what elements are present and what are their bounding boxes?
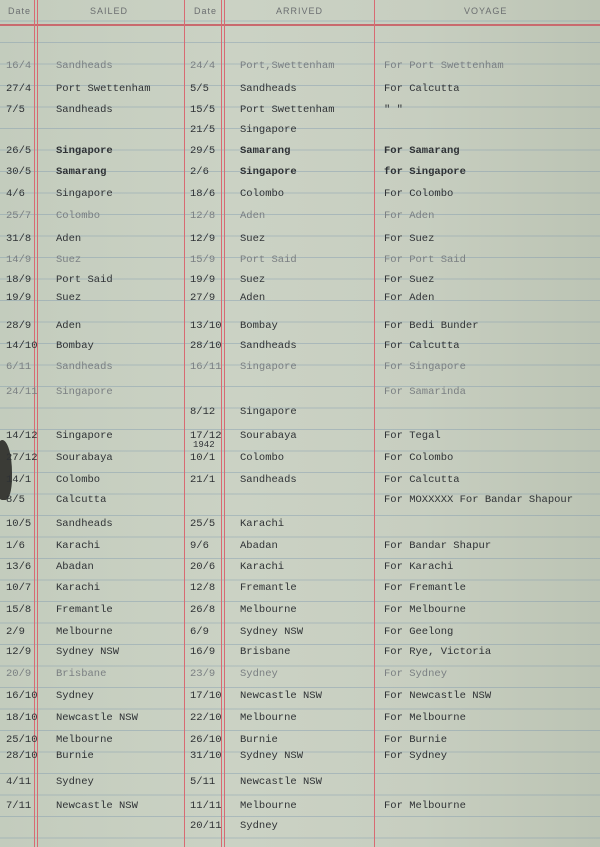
- arrived-port: Newcastle NSW: [240, 776, 322, 788]
- voyage-destination: For Aden: [384, 210, 435, 222]
- sailed-port: Calcutta: [56, 494, 107, 506]
- sailed-date: 26/5: [6, 145, 32, 157]
- sailed-date: 14/1: [6, 474, 32, 486]
- arrived-date: 17/12: [190, 430, 222, 442]
- column-rule: [184, 0, 185, 847]
- sailed-port: Sandheads: [56, 104, 113, 116]
- voyage-destination: For Calcutta: [384, 340, 460, 352]
- sailed-date: 10/7: [6, 582, 32, 594]
- header-date-sailed: Date: [8, 6, 32, 16]
- sailed-date: 25/10: [6, 734, 38, 746]
- voyage-destination: For Samarang: [384, 145, 460, 157]
- sailed-date: 31/8: [6, 233, 32, 245]
- voyage-destination: For Aden: [384, 292, 435, 304]
- sailed-date: 27/12: [6, 452, 38, 464]
- sailed-date: 14/9: [6, 254, 32, 266]
- arrived-date: 26/8: [190, 604, 216, 616]
- header-sailed: SAILED: [90, 6, 129, 16]
- voyage-destination: For Singapore: [384, 361, 466, 373]
- arrived-date: 17/10: [190, 690, 222, 702]
- voyage-destination: For Suez: [384, 274, 435, 286]
- arrived-port: Aden: [240, 210, 266, 222]
- sailed-date: 15/8: [6, 604, 32, 616]
- header-arrived: ARRIVED: [276, 6, 324, 16]
- arrived-date: 15/5: [190, 104, 216, 116]
- arrived-date: 29/5: [190, 145, 216, 157]
- year-note: 1942: [193, 440, 215, 450]
- sailed-date: 12/9: [6, 646, 32, 658]
- sailed-port: Bombay: [56, 340, 94, 352]
- arrived-date: 11/11: [190, 800, 222, 812]
- arrived-port: Colombo: [240, 452, 285, 464]
- voyage-destination: " ": [384, 104, 403, 116]
- arrived-date: 12/9: [190, 233, 216, 245]
- arrived-port: Fremantle: [240, 582, 297, 594]
- sailed-date: 18/9: [6, 274, 32, 286]
- arrived-port: Sydney NSW: [240, 750, 304, 762]
- sailed-date: 14/12: [6, 430, 38, 442]
- sailed-port: Sourabaya: [56, 452, 113, 464]
- arrived-date: 24/4: [190, 60, 216, 72]
- arrived-date: 23/9: [190, 668, 216, 680]
- sailed-port: Suez: [56, 292, 82, 304]
- arrived-port: Newcastle NSW: [240, 690, 322, 702]
- arrived-port: Port Swettenham: [240, 104, 335, 116]
- arrived-date: 18/6: [190, 188, 216, 200]
- arrived-port: Sydney: [240, 668, 278, 680]
- arrived-port: Melbourne: [240, 800, 297, 812]
- arrived-port: Sydney: [240, 820, 278, 832]
- arrived-date: 6/9: [190, 626, 209, 638]
- sailed-date: 18/10: [6, 712, 38, 724]
- arrived-date: 5/5: [190, 83, 209, 95]
- arrived-date: 8/12: [190, 406, 216, 418]
- voyage-destination: For Port Said: [384, 254, 466, 266]
- arrived-date: 26/10: [190, 734, 222, 746]
- arrived-date: 2/6: [190, 166, 209, 178]
- arrived-port: Brisbane: [240, 646, 291, 658]
- sailed-port: Sandheads: [56, 60, 113, 72]
- arrived-port: Sandheads: [240, 83, 297, 95]
- sailed-port: Suez: [56, 254, 82, 266]
- voyage-destination: For Bedi Bunder: [384, 320, 479, 332]
- arrived-date: 10/1: [190, 452, 216, 464]
- voyage-destination: For Fremantle: [384, 582, 466, 594]
- arrived-date: 22/10: [190, 712, 222, 724]
- arrived-port: Melbourne: [240, 604, 297, 616]
- sailed-port: Colombo: [56, 210, 101, 222]
- sailed-port: Port Swettenham: [56, 83, 151, 95]
- sailed-port: Sydney: [56, 690, 94, 702]
- sailed-date: 8/5: [6, 494, 25, 506]
- voyage-destination: For Rye, Victoria: [384, 646, 492, 658]
- column-rule: [224, 0, 225, 847]
- arrived-date: 20/6: [190, 561, 216, 573]
- voyage-destination: For Samarinda: [384, 386, 466, 398]
- voyage-destination: For Suez: [384, 233, 435, 245]
- arrived-port: Sandheads: [240, 340, 297, 352]
- sailed-port: Brisbane: [56, 668, 107, 680]
- arrived-port: Bombay: [240, 320, 278, 332]
- arrived-date: 27/9: [190, 292, 216, 304]
- sailed-date: 10/5: [6, 518, 32, 530]
- arrived-port: Burnie: [240, 734, 278, 746]
- sailed-date: 6/11: [6, 361, 32, 373]
- sailed-port: Abadan: [56, 561, 94, 573]
- sailed-port: Port Said: [56, 274, 113, 286]
- arrived-port: Singapore: [240, 166, 297, 178]
- arrived-port: Suez: [240, 274, 266, 286]
- voyage-destination: For Tegal: [384, 430, 441, 442]
- arrived-port: Samarang: [240, 145, 291, 157]
- header-voyage: VOYAGE: [464, 6, 508, 16]
- voyage-destination: For MOXXXXX For Bandar Shapour: [384, 494, 574, 506]
- header-date-arrived: Date: [194, 6, 218, 16]
- sailed-port: Sandheads: [56, 518, 113, 530]
- sailed-port: Aden: [56, 320, 82, 332]
- arrived-port: Melbourne: [240, 712, 297, 724]
- sailed-date: 14/10: [6, 340, 38, 352]
- voyage-destination: For Colombo: [384, 188, 454, 200]
- arrived-port: Karachi: [240, 518, 285, 530]
- voyage-destination: For Melbourne: [384, 604, 466, 616]
- arrived-date: 13/10: [190, 320, 222, 332]
- voyage-destination: For Geelong: [384, 626, 454, 638]
- arrived-port: Sydney NSW: [240, 626, 304, 638]
- arrived-port: Karachi: [240, 561, 285, 573]
- arrived-date: 5/11: [190, 776, 216, 788]
- arrived-port: Suez: [240, 233, 266, 245]
- voyage-destination: For Colombo: [384, 452, 454, 464]
- voyage-destination: For Calcutta: [384, 474, 460, 486]
- arrived-port: Singapore: [240, 124, 297, 136]
- sailed-port: Melbourne: [56, 734, 113, 746]
- sailed-date: 1/6: [6, 540, 25, 552]
- sailed-date: 20/9: [6, 668, 32, 680]
- sailed-date: 2/9: [6, 626, 25, 638]
- voyage-destination: For Melbourne: [384, 800, 466, 812]
- sailed-port: Singapore: [56, 188, 113, 200]
- sailed-date: 25/7: [6, 210, 32, 222]
- sailed-date: 4/6: [6, 188, 25, 200]
- arrived-date: 20/11: [190, 820, 222, 832]
- sailed-date: 27/4: [6, 83, 32, 95]
- sailed-port: Singapore: [56, 430, 113, 442]
- sailed-port: Newcastle NSW: [56, 800, 138, 812]
- sailed-port: Samarang: [56, 166, 107, 178]
- voyage-destination: For Sydney: [384, 668, 448, 680]
- voyage-destination: For Newcastle NSW: [384, 690, 492, 702]
- arrived-date: 16/9: [190, 646, 216, 658]
- sailed-port: Singapore: [56, 145, 113, 157]
- sailed-port: Newcastle NSW: [56, 712, 138, 724]
- sailed-port: Sydney NSW: [56, 646, 120, 658]
- sailed-date: 4/11: [6, 776, 32, 788]
- column-rule: [374, 0, 375, 847]
- arrived-date: 21/1: [190, 474, 216, 486]
- sailed-date: 30/5: [6, 166, 32, 178]
- sailed-port: Singapore: [56, 386, 113, 398]
- header-rule: [0, 24, 600, 26]
- arrived-port: Singapore: [240, 406, 297, 418]
- arrived-port: Port Said: [240, 254, 297, 266]
- voyage-destination: For Port Swettenham: [384, 60, 504, 72]
- voyage-destination: for Singapore: [384, 166, 466, 178]
- arrived-date: 12/8: [190, 582, 216, 594]
- sailed-date: 19/9: [6, 292, 32, 304]
- arrived-port: Port,Swettenham: [240, 60, 335, 72]
- voyage-destination: For Burnie: [384, 734, 448, 746]
- arrived-port: Colombo: [240, 188, 285, 200]
- sailed-date: 28/9: [6, 320, 32, 332]
- sailed-port: Karachi: [56, 582, 101, 594]
- arrived-date: 9/6: [190, 540, 209, 552]
- sailed-port: Colombo: [56, 474, 101, 486]
- sailed-date: 13/6: [6, 561, 32, 573]
- sailed-port: Sydney: [56, 776, 94, 788]
- voyage-destination: For Bandar Shapur: [384, 540, 492, 552]
- sailed-date: 16/4: [6, 60, 32, 72]
- arrived-date: 19/9: [190, 274, 216, 286]
- arrived-date: 21/5: [190, 124, 216, 136]
- sailed-date: 7/5: [6, 104, 25, 116]
- arrived-port: Sourabaya: [240, 430, 297, 442]
- arrived-date: 12/8: [190, 210, 216, 222]
- arrived-date: 25/5: [190, 518, 216, 530]
- arrived-date: 31/10: [190, 750, 222, 762]
- sailed-port: Aden: [56, 233, 82, 245]
- page-tear: [0, 440, 12, 500]
- voyage-destination: For Sydney: [384, 750, 448, 762]
- sailed-port: Sandheads: [56, 361, 113, 373]
- arrived-date: 15/9: [190, 254, 216, 266]
- sailed-port: Karachi: [56, 540, 101, 552]
- sailed-port: Melbourne: [56, 626, 113, 638]
- voyage-destination: For Calcutta: [384, 83, 460, 95]
- sailed-date: 16/10: [6, 690, 38, 702]
- sailed-date: 28/10: [6, 750, 38, 762]
- sailed-port: Burnie: [56, 750, 94, 762]
- arrived-date: 28/10: [190, 340, 222, 352]
- voyage-destination: For Melbourne: [384, 712, 466, 724]
- arrived-port: Abadan: [240, 540, 278, 552]
- sailed-port: Fremantle: [56, 604, 113, 616]
- sailed-date: 7/11: [6, 800, 32, 812]
- sailed-date: 24/11: [6, 386, 38, 398]
- arrived-port: Aden: [240, 292, 266, 304]
- arrived-port: Sandheads: [240, 474, 297, 486]
- voyage-destination: For Karachi: [384, 561, 454, 573]
- arrived-date: 16/11: [190, 361, 222, 373]
- arrived-port: Singapore: [240, 361, 297, 373]
